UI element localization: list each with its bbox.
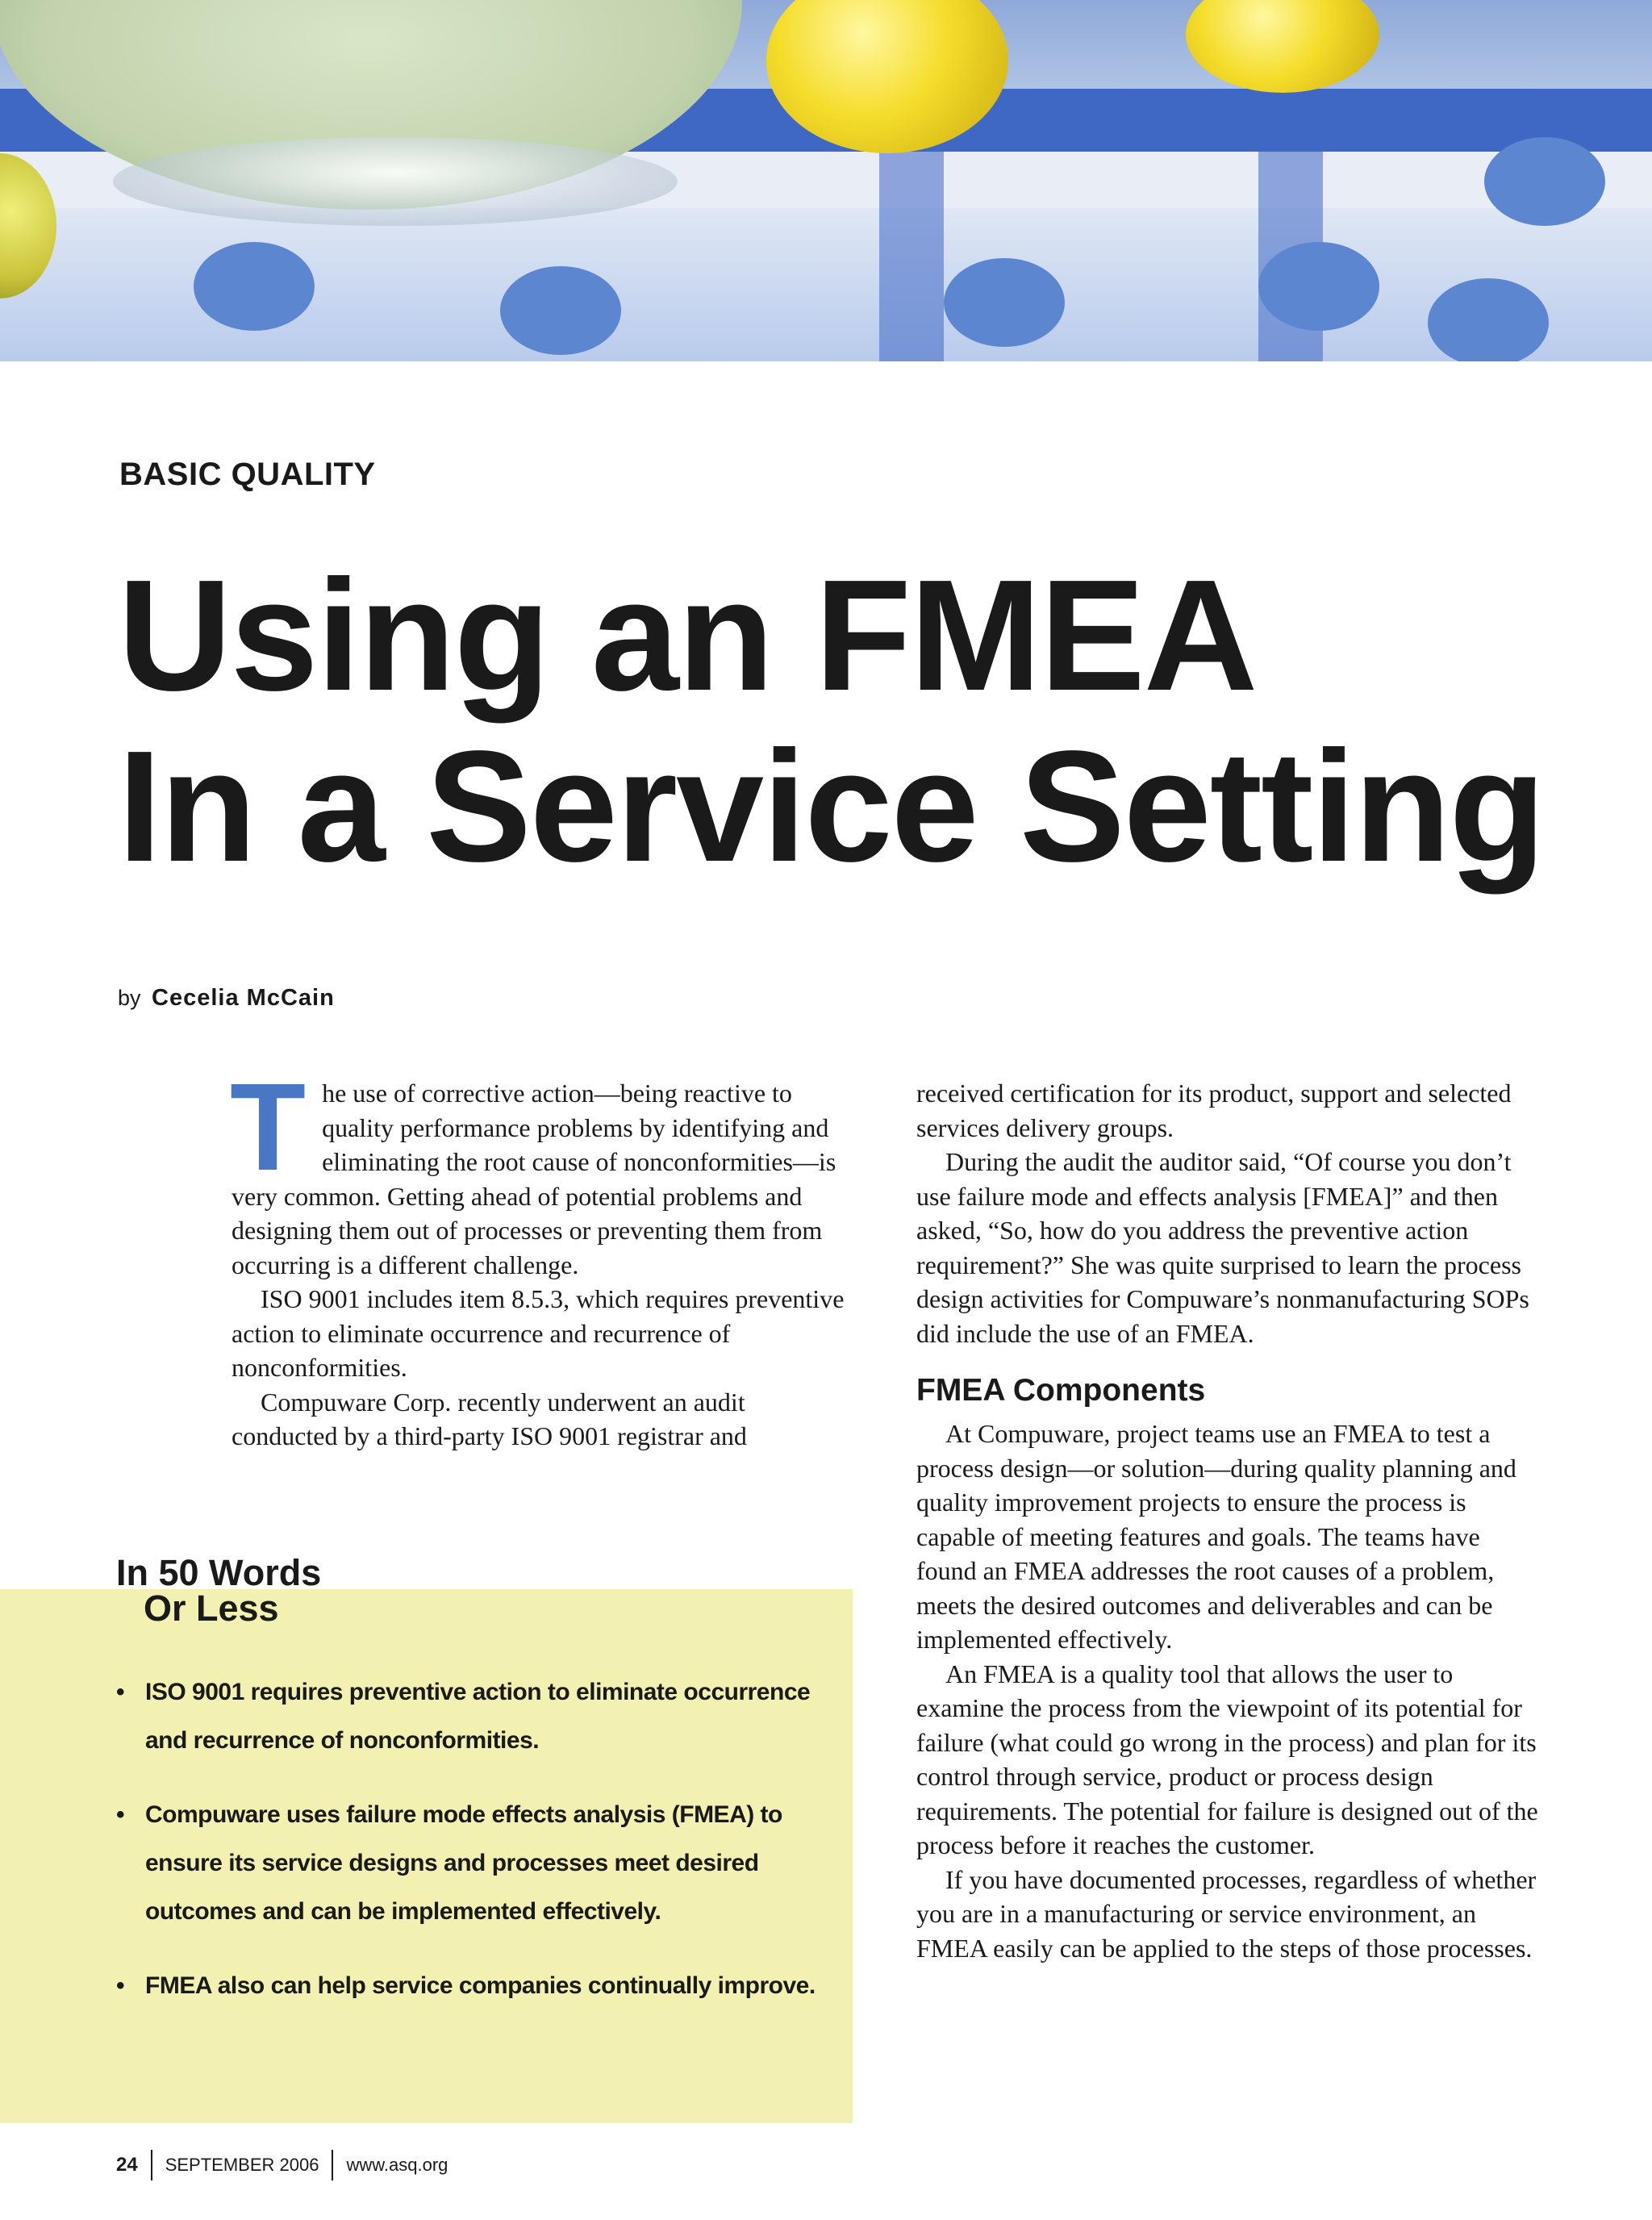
section-heading: FMEA Components	[916, 1373, 1206, 1408]
paragraph: During the audit the auditor said, “Of course you don’t use failure mode and effects analysis [FMEA]” and then asked, “So, how do you address the preventive action requirement?” She was quite surprised to learn the process design activities for Compuware’s nonmanufacturing SOPs did include the use of an FMEA.	[916, 1147, 1529, 1348]
right-column	[916, 1076, 1546, 1965]
drop-cap: T	[230, 1058, 307, 1196]
paragraph: he use of corrective action—being reactive to quality performance problems by identifying and eliminating the root cause of nonconformities—is very common. Getting ahead of potential problems and designing them out of processes or preventing them from occurring is a different challenge.	[232, 1079, 836, 1279]
sidebar-title-line-1: In 50 Words	[116, 1552, 322, 1593]
tablecloth-motif	[1258, 242, 1379, 331]
left-column	[230, 1058, 853, 1454]
hero-photo	[0, 0, 1652, 361]
sidebar-list	[116, 1668, 826, 2036]
paragraph: received certification for its product, support and selected services delivery groups.	[916, 1079, 1512, 1142]
paragraph: An FMEA is a quality tool that allows the user to examine the process from the viewpoint of its potential for failure (what could go wrong in the process) and plan for its control through service, product or process design requirements. The potential for failure is designed out of the process before it reaches the customer.	[916, 1659, 1538, 1859]
article-title	[118, 547, 1545, 895]
byline	[118, 985, 335, 1012]
paragraph: ISO 9001 includes item 8.5.3, which requires preventive action to eliminate occurrence and recurrence of nonconformities.	[232, 1284, 845, 1382]
paragraph: If you have documented processes, regardless of whether you are in a manufacturing or service environment, an FMEA easily can be applied to the steps of those processes.	[916, 1864, 1537, 1963]
lemon	[1186, 0, 1379, 93]
website: www.asq.org	[346, 2155, 448, 2175]
tablecloth-motif	[500, 266, 621, 355]
sidebar-list-item: • Compuware uses failure mode effects analysis (FMEA) to ensure its service designs and processes meet desired outcomes and can be implemented effectively.	[116, 1791, 826, 1936]
title-line-1: Using an FMEA	[118, 547, 1257, 724]
tablecloth-motif	[944, 258, 1065, 347]
byline-prefix: by	[118, 986, 141, 1010]
issue-date: SEPTEMBER 2006	[165, 2155, 319, 2175]
footer-divider	[151, 2150, 152, 2180]
paragraph: Compuware Corp. recently underwent an audit conducted by a third-party ISO 9001 registrar and	[232, 1387, 747, 1450]
sidebar-title-line-2: Or Less	[144, 1588, 279, 1629]
sidebar-list-item: • ISO 9001 requires preventive action to eliminate occurrence and recurrence of nonconformities.	[116, 1668, 826, 1765]
author-name: Cecelia McCain	[152, 985, 335, 1011]
footer-divider	[332, 2150, 333, 2180]
sidebar-list-item: • FMEA also can help service companies continually improve.	[116, 1962, 826, 2010]
page-number: 24	[116, 2154, 138, 2176]
title-line-2: In a Service Setting	[118, 718, 1545, 895]
tablecloth-motif	[1428, 278, 1549, 361]
paragraph: At Compuware, project teams use an FMEA to test a process design—or solution—during quality planning and quality improvement projects to ensure the process is capable of meeting features and goals. The teams have found an FMEA addresses the root causes of a problem, meets the desired outcomes and deliverables and can be implemented effectively.	[916, 1419, 1516, 1654]
pitcher-base	[113, 137, 678, 226]
tablecloth-motif	[194, 242, 315, 331]
section-label: BASIC QUALITY	[119, 457, 376, 492]
page-footer	[116, 2149, 448, 2181]
sidebar-title	[116, 1552, 322, 1629]
tablecloth-motif	[1484, 137, 1605, 226]
